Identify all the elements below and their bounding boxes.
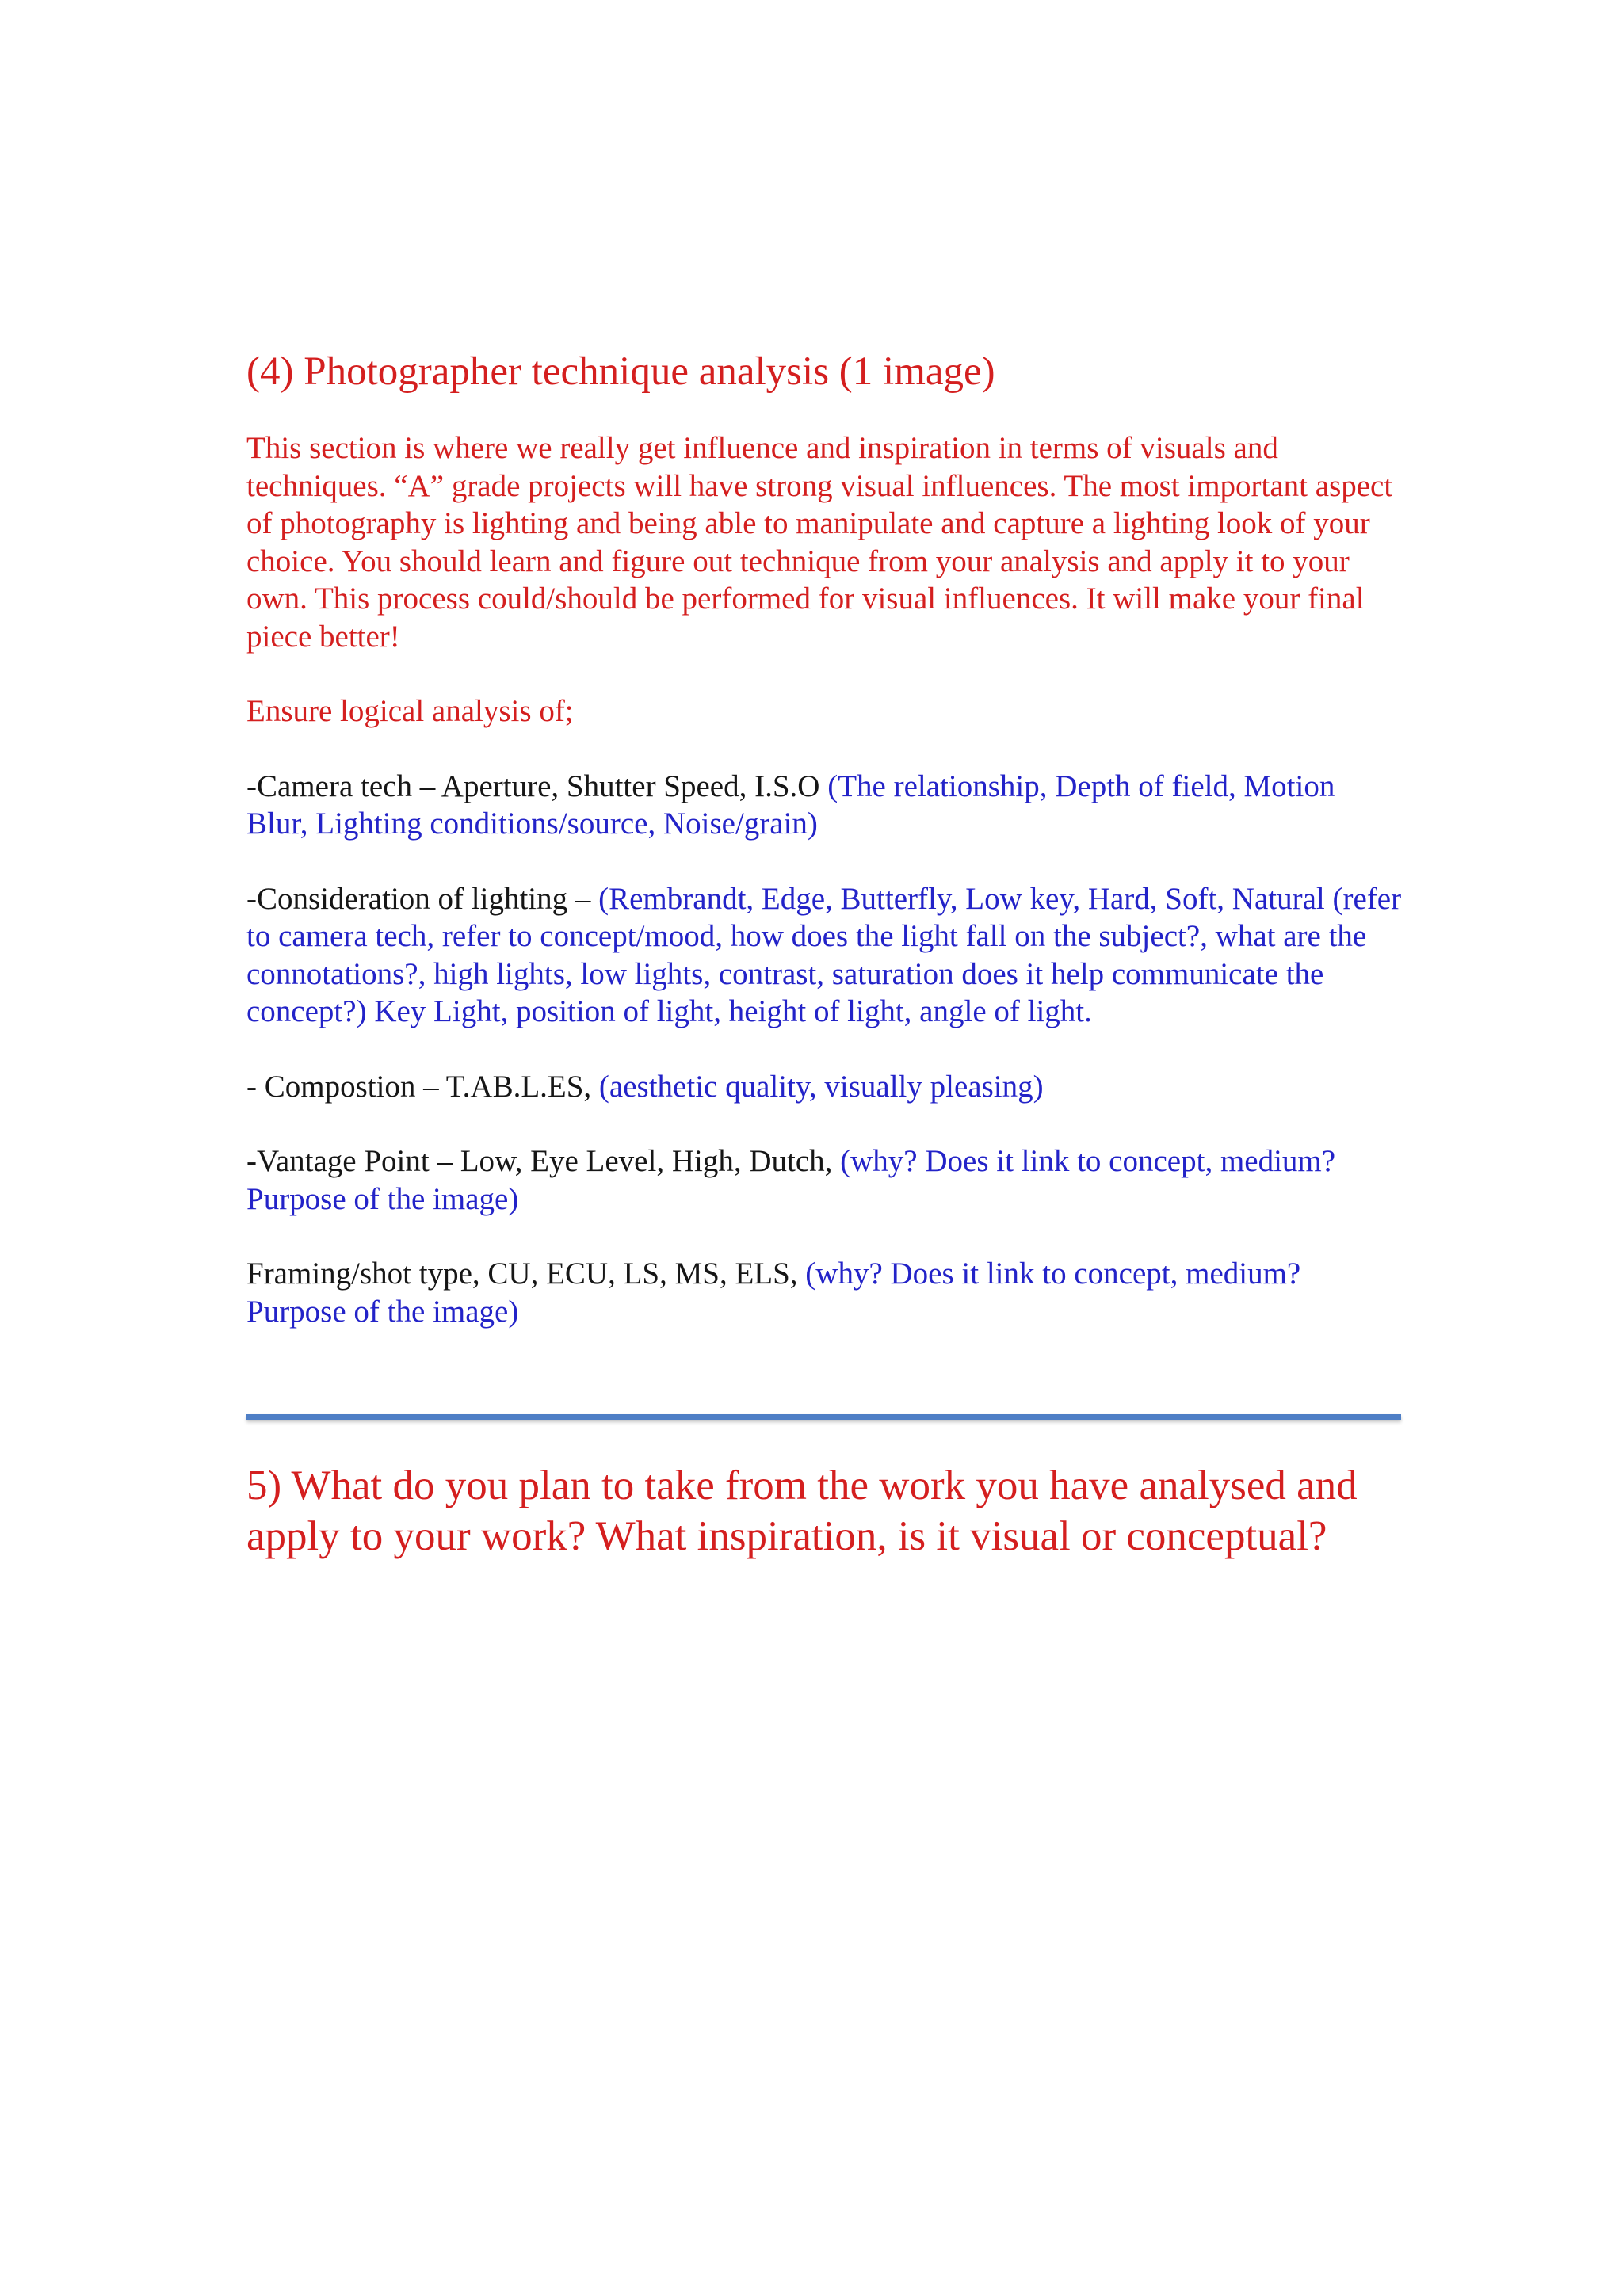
lighting-item — [246, 880, 1403, 1031]
spacer — [246, 1031, 1403, 1068]
camera-tech-item — [246, 768, 1403, 843]
camera-tech-detail: (The relationship, Depth of field, Motion Blur, Lighting conditions/source, Noise/grain) — [246, 769, 1335, 841]
framing-lead: Framing/shot type, CU, ECU, LS, MS, ELS, — [246, 1257, 806, 1291]
lighting-detail: (Rembrandt, Edge, Butterfly, Low key, Hard, Soft, Natural (refer to camera tech, refer to concept/mood, how does the light fall on the subject?, what are the connotations?, high lights, low lights, contrast, saturation does it help communicate the concept?) Key Light, position of light, height of light, angle of light. — [246, 881, 1402, 1028]
camera-tech-lead: -Camera tech – Aperture, Shutter Speed, I.S.O — [246, 769, 828, 803]
spacer — [246, 843, 1403, 880]
section-4 — [246, 347, 1403, 1330]
section-divider-rule — [246, 1414, 1401, 1420]
vantage-point-detail: (why? Does it link to concept, medium? Purpose of the image) — [246, 1144, 1336, 1216]
composition-detail: (aesthetic quality, visually pleasing) — [598, 1069, 1044, 1104]
vantage-point-lead: -Vantage Point – Low, Eye Level, High, Dutch, — [246, 1144, 841, 1178]
lighting-lead: -Consideration of lighting – — [246, 881, 599, 916]
composition-lead: - Compostion – T.AB.L.ES, — [246, 1069, 599, 1104]
section-4-intro: This section is where we really get influence and inspiration in terms of visuals and techniques. “A” grade projects will have strong visual influences. The most important aspect of photography is lighting and being able to manipulate and capture a lighting look of your choice. You should learn and figure out technique from your analysis and apply it to your own. This process could/should be performed for visual influences. It will make your final piece better! — [246, 431, 1393, 654]
composition-item — [246, 1068, 1403, 1106]
vantage-point-item — [246, 1142, 1403, 1218]
section-5-heading: 5) What do you plan to take from the work you have analysed and apply to your work? What inspiration, is it visual or conceptual? — [246, 1463, 1358, 1559]
spacer — [246, 1105, 1403, 1142]
section-4-heading: (4) Photographer technique analysis (1 image) — [246, 349, 995, 394]
spacer — [246, 655, 1403, 692]
framing-item — [246, 1255, 1403, 1330]
spacer — [246, 1218, 1403, 1255]
ensure-analysis-line: Ensure logical analysis of; — [246, 694, 574, 728]
spacer — [246, 730, 1403, 768]
framing-detail: (why? Does it link to concept, medium? Purpose of the image) — [246, 1257, 1301, 1329]
